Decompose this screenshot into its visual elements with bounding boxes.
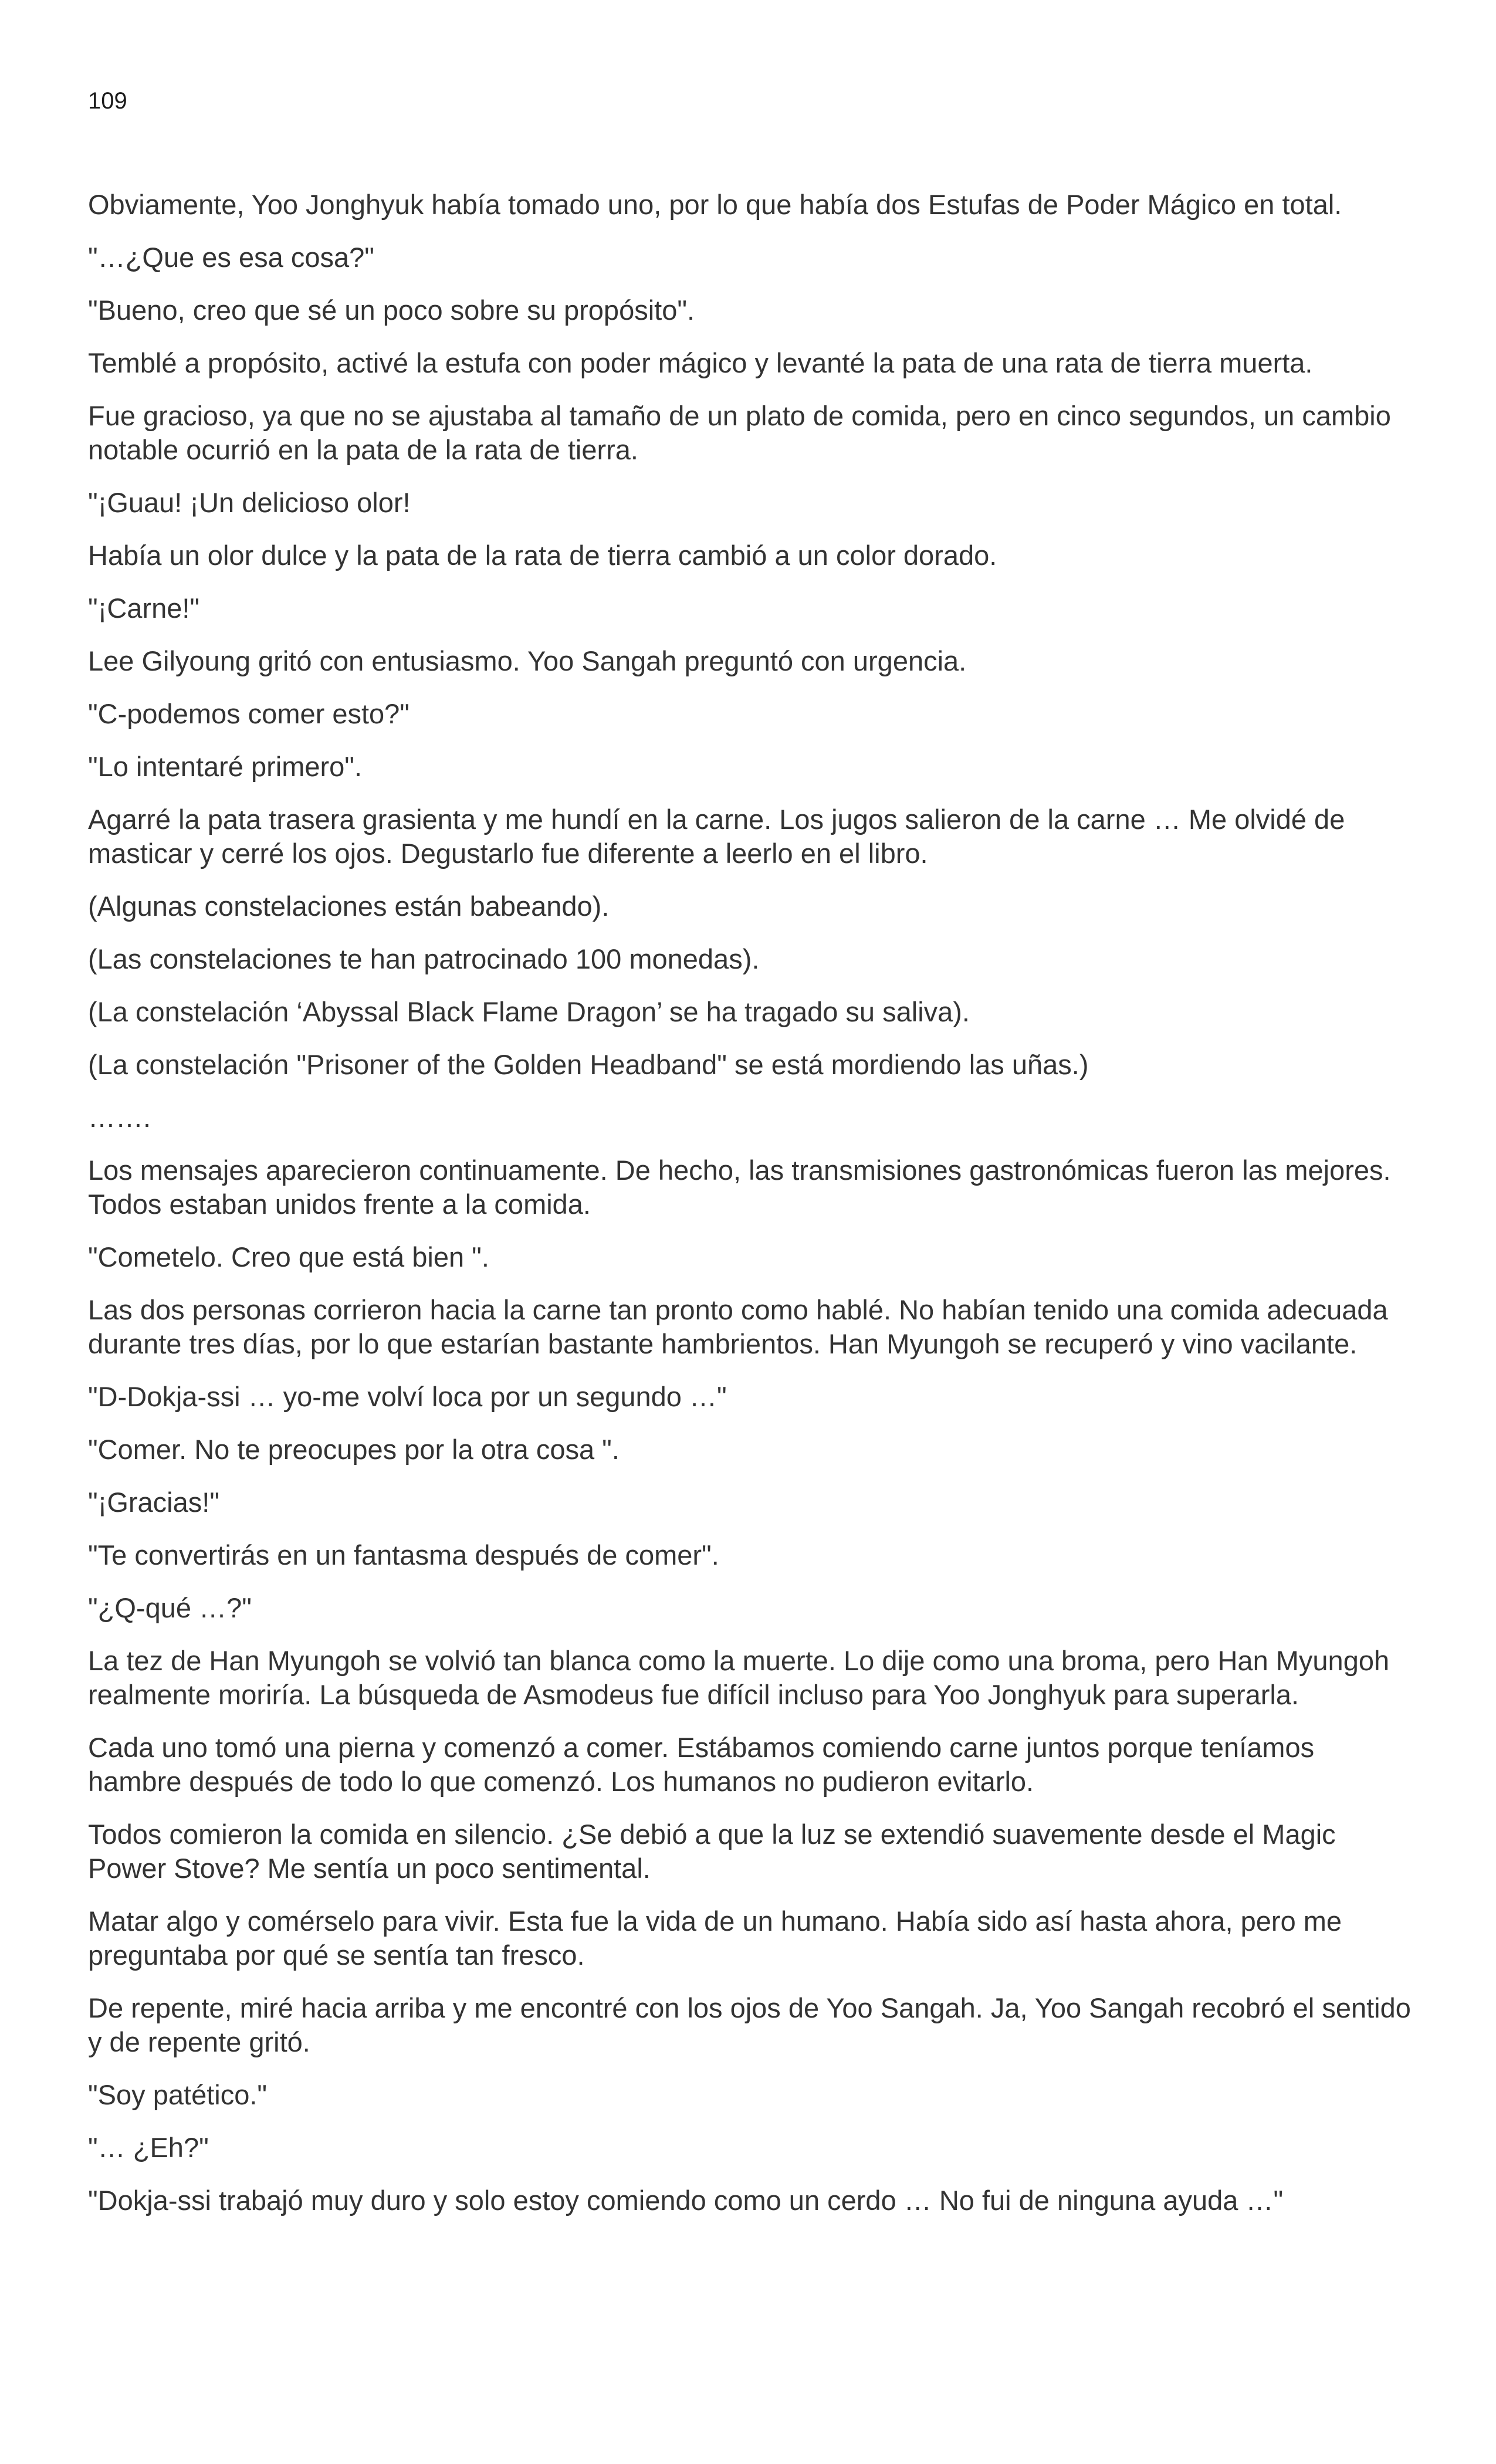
paragraph: Las dos personas corrieron hacia la carne tan pronto como hablé. No habían tenido una comida adecuada durante tres días, por lo que estarían bastante hambrientos. Han Myungoh se recuperó y vino vacilante. bbox=[88, 1294, 1388, 1359]
paragraph: "Dokja-ssi trabajó muy duro y solo estoy comiendo como un cerdo … No fui de ninguna ayuda …" bbox=[88, 2185, 1284, 2216]
paragraph: De repente, miré hacia arriba y me encontré con los ojos de Yoo Sangah. Ja, Yoo Sangah recobró el sentido y de repente gritó. bbox=[88, 1992, 1411, 2057]
paragraph: "Te convertirás en un fantasma después de comer". bbox=[88, 1539, 719, 1571]
paragraph: Agarré la pata trasera grasienta y me hundí en la carne. Los jugos salieron de la carne … Me olvidé de masticar y cerré los ojos. Degustarlo fue diferente a leerlo en el libro. bbox=[88, 804, 1345, 869]
paragraph: "¡Carne!" bbox=[88, 593, 200, 624]
paragraph: Todos comieron la comida en silencio. ¿Se debió a que la luz se extendió suavemente desde el Magic Power Stove? Me sentía un poco sentimental. bbox=[88, 1819, 1336, 1884]
paragraph: "C-podemos comer esto?" bbox=[88, 698, 409, 729]
paragraph: "… ¿Eh?" bbox=[88, 2132, 209, 2163]
paragraph: "¡Guau! ¡Un delicioso olor! bbox=[88, 487, 411, 518]
paragraph: "…¿Que es esa cosa?" bbox=[88, 242, 374, 273]
paragraph: (La constelación ‘Abyssal Black Flame Dragon’ se ha tragado su saliva). bbox=[88, 996, 970, 1027]
paragraph: Temblé a propósito, activé la estufa con poder mágico y levanté la pata de una rata de tierra muerta. bbox=[88, 347, 1313, 378]
page-number: 109 bbox=[88, 88, 127, 114]
paragraph: "D-Dokja-ssi … yo-me volví loca por un segundo …" bbox=[88, 1381, 727, 1412]
paragraph: Matar algo y comérselo para vivir. Esta fue la vida de un humano. Había sido así hasta ahora, pero me preguntaba por qué se sentía tan fresco. bbox=[88, 1905, 1342, 1971]
paragraph: "Cometelo. Creo que está bien ". bbox=[88, 1241, 489, 1272]
paragraph: "Soy patético." bbox=[88, 2079, 268, 2110]
paragraph: La tez de Han Myungoh se volvió tan blanca como la muerte. Lo dije como una broma, pero Han Myungoh realmente moriría. La búsqueda de Asmodeus fue difícil incluso para Yoo Jonghyuk para superarla. bbox=[88, 1645, 1390, 1710]
paragraph: ……. bbox=[88, 1102, 151, 1133]
paragraph: "Comer. No te preocupes por la otra cosa ". bbox=[88, 1434, 620, 1465]
paragraph: "¿Q-qué …?" bbox=[88, 1592, 252, 1623]
paragraph: Los mensajes aparecieron continuamente. De hecho, las transmisiones gastronómicas fueron las mejores. Todos estaban unidos frente a la comida. bbox=[88, 1155, 1391, 1220]
paragraph: (Las constelaciones te han patrocinado 100 monedas). bbox=[88, 943, 760, 974]
paragraph: Obviamente, Yoo Jonghyuk había tomado uno, por lo que había dos Estufas de Poder Mágico en total. bbox=[88, 189, 1342, 220]
paragraph: Cada uno tomó una pierna y comenzó a comer. Estábamos comiendo carne juntos porque teníamos hambre después de todo lo que comenzó. Los humanos no pudieron evitarlo. bbox=[88, 1732, 1315, 1797]
page-body bbox=[88, 188, 1414, 2236]
paragraph: Había un olor dulce y la pata de la rata de tierra cambió a un color dorado. bbox=[88, 540, 997, 571]
paragraph: "¡Gracias!" bbox=[88, 1487, 220, 1518]
paragraph: (La constelación "Prisoner of the Golden Headband" se está mordiendo las uñas.) bbox=[88, 1049, 1089, 1080]
paragraph: Fue gracioso, ya que no se ajustaba al tamaño de un plato de comida, pero en cinco segundos, un cambio notable ocurrió en la pata de la rata de tierra. bbox=[88, 400, 1391, 465]
paragraph: (Algunas constelaciones están babeando). bbox=[88, 891, 610, 922]
paragraph: "Bueno, creo que sé un poco sobre su propósito". bbox=[88, 295, 695, 326]
paragraph: "Lo intentaré primero". bbox=[88, 751, 363, 782]
paragraph: Lee Gilyoung gritó con entusiasmo. Yoo Sangah preguntó con urgencia. bbox=[88, 645, 967, 676]
